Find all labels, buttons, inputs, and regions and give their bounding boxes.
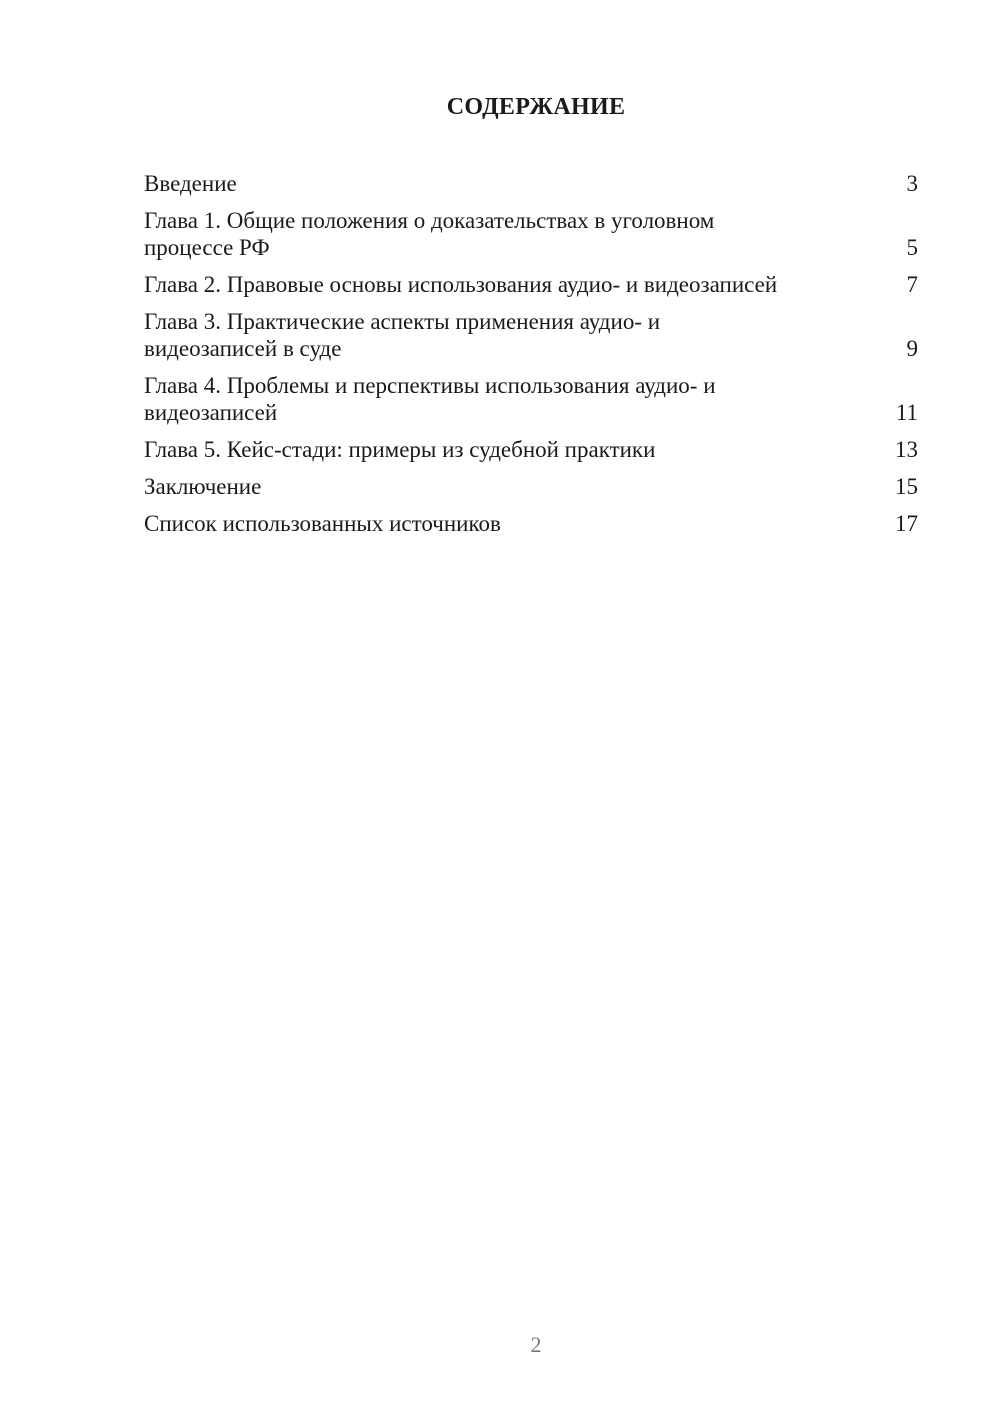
toc-entry-chapter-3: [144, 308, 918, 362]
toc-entry-title: Глава 5. Кейс-стади: примеры из судебной практики: [144, 437, 656, 462]
toc-entry-references: [144, 510, 918, 537]
toc-entry-page: 9: [906, 336, 918, 361]
toc-entry-page: 13: [895, 437, 918, 462]
page-number: 2: [530, 1332, 542, 1357]
toc-entry-page: 17: [895, 511, 918, 536]
table-of-contents: [144, 170, 918, 547]
toc-entry-conclusion: [144, 473, 918, 500]
toc-entry-chapter-1: [144, 207, 918, 261]
toc-entry-chapter-2: [144, 271, 918, 298]
toc-entry-title: Глава 2. Правовые основы использования аудио- и видеозаписей: [144, 272, 778, 297]
toc-entry-page: 15: [895, 474, 918, 499]
page-title: СОДЕРЖАНИЕ: [446, 94, 626, 120]
toc-entry-title: Глава 4. Проблемы и перспективы использования аудио- и видеозаписей: [144, 373, 716, 425]
toc-entry-introduction: [144, 170, 918, 197]
toc-entry-page: 3: [906, 171, 918, 196]
toc-entry-title: Введение: [144, 171, 237, 196]
toc-entry-title: Список использованных источников: [144, 511, 501, 536]
toc-entry-chapter-4: [144, 372, 918, 426]
toc-entry-chapter-5: [144, 436, 918, 463]
toc-entry-title: Глава 1. Общие положения о доказательствах в уголовном процессе РФ: [144, 208, 715, 260]
toc-entry-page: 5: [906, 235, 918, 260]
toc-entry-title: Заключение: [144, 474, 262, 499]
toc-entry-page: 7: [906, 272, 918, 297]
toc-entry-page: 11: [895, 400, 918, 425]
toc-entry-title: Глава 3. Практические аспекты применения аудио- и видеозаписей в суде: [144, 309, 661, 361]
